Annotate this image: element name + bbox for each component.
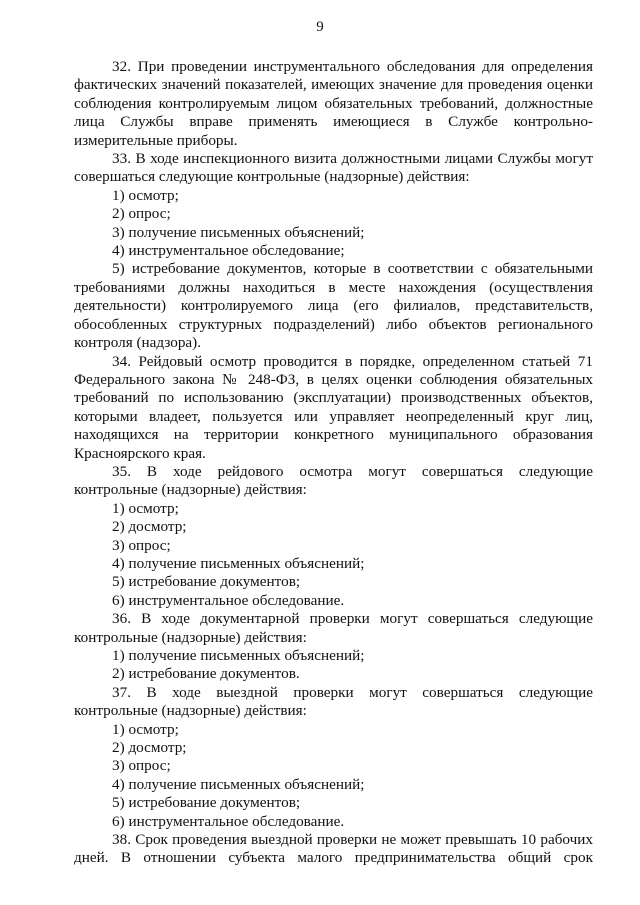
list-item: 4) получение письменных объяснений; bbox=[112, 775, 365, 793]
paragraph: 36. В ходе документарной проверки могут совершаться следующие контрольные (надзорные) действия: bbox=[74, 610, 593, 646]
paragraph: 33. В ходе инспекционного визита должностными лицами Службы могут совершаться следующие контрольные (надзорные) действия: bbox=[74, 150, 593, 186]
list-item: 3) получение письменных объяснений; bbox=[112, 223, 365, 241]
paragraph: 38. Срок проведения выездной проверки не может превышать 10 рабочих дней. В отношении субъекта малого предпринимательства общий срок bbox=[74, 831, 593, 867]
list-item: 2) истребование документов. bbox=[112, 665, 300, 683]
document-body bbox=[74, 58, 593, 868]
list-item: 2) досмотр; bbox=[112, 739, 187, 757]
page-number: 9 bbox=[316, 19, 324, 35]
list-item: 5) истребование документов; bbox=[112, 794, 301, 812]
list-item: 2) опрос; bbox=[112, 205, 171, 223]
list-item: 3) опрос; bbox=[112, 536, 171, 554]
paragraph: 35. В ходе рейдового осмотра могут совершаться следующие контрольные (надзорные) действия: bbox=[74, 462, 593, 499]
list-item: 4) получение письменных объяснений; bbox=[112, 554, 365, 572]
list-item: 6) инструментальное обследование. bbox=[112, 591, 345, 609]
list-item: 1) осмотр; bbox=[112, 720, 179, 738]
list-item: 3) опрос; bbox=[112, 757, 171, 775]
list-item: 1) получение письменных объяснений; bbox=[112, 647, 365, 664]
paragraph: 37. В ходе выездной проверки могут совершаться следующие контрольные (надзорные) действия: bbox=[74, 683, 593, 720]
list-item: 5) истребование документов; bbox=[112, 573, 301, 591]
list-item: 1) осмотр; bbox=[112, 186, 179, 204]
list-item: 4) инструментальное обследование; bbox=[112, 242, 345, 260]
paragraph: 34. Рейдовый осмотр проводится в порядке, определенном статьей 71 Федерального закона № 248-ФЗ, в целях оценки соблюдения обязательных требований по использованию (эксплуатации) производственных объектов, которыми владеет, пользуется или управляет неопределенный круг лиц, находящихся на территории конкретного муниципального образования Красноярского края. bbox=[74, 352, 593, 462]
list-item: 2) досмотр; bbox=[112, 518, 187, 536]
list-item: 1) осмотр; bbox=[112, 499, 179, 517]
list-item: 6) инструментальное обследование. bbox=[112, 812, 345, 830]
paragraph: 32. При проведении инструментального обследования для определения фактических значений показателей, имеющих значение для проведения оценки соблюдения контролируемым лицом обязательных требований, должностные лица Службы вправе применять имеющиеся в Службе контрольно-измерительные приборы. bbox=[74, 58, 593, 149]
paragraph: 5) истребование документов, которые в соответствии с обязательными требованиями должны находиться в месте нахождения (осуществления деятельности) контролируемого лица (его филиалов, представительств, обособленных структурных подразделений) либо объектов регионального контроля (надзора). bbox=[74, 260, 593, 352]
